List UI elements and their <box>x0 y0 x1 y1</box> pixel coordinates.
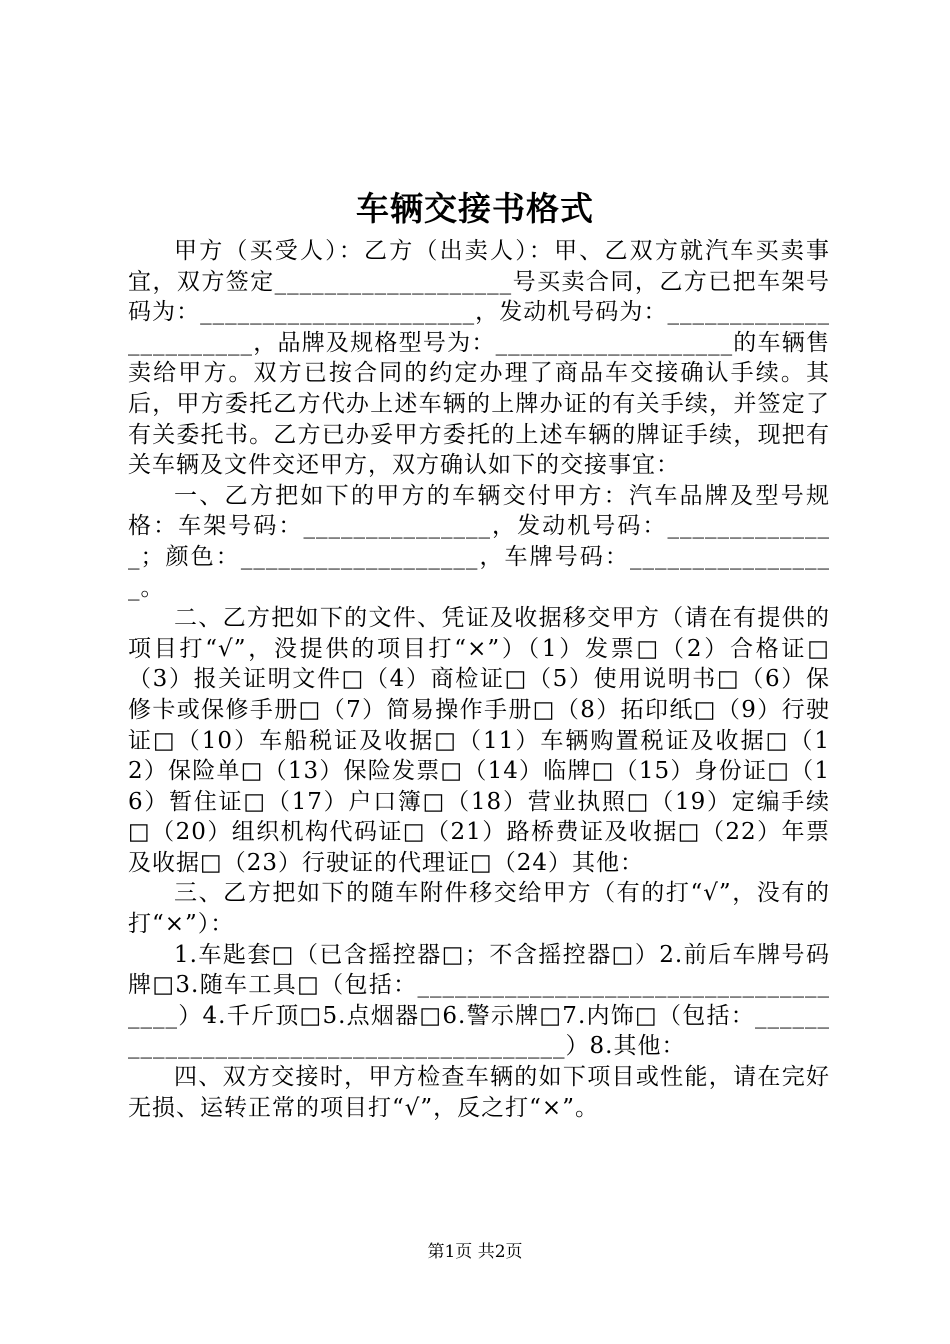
document-title: 车辆交接书格式 <box>356 189 594 228</box>
document-body <box>128 236 830 1123</box>
paragraph-section-2: 二、乙方把如下的文件、凭证及收据移交甲方（请在有提供的项目打“√”，没提供的项目打“×”）（1）发票□（2）合格证□（3）报关证明文件□（4）商检证□（5）使用说明书□（6）保修卡或保修手册□（7）简易操作手册□（8）拓印纸□（9）行驶证□（10）车船税证及收据□（11）车辆购置税证及收据□（12）保险单□（13）保险发票□（14）临牌□（15）身份证□（16）暂住证□（17）户口簿□（18）营业执照□（19）定编手续□（20）组织机构代码证□（21）路桥费证及收据□（22）年票及收据□（23）行驶证的代理证□（24）其他： <box>128 605 830 876</box>
page-footer: 第1页 共2页 <box>427 1242 523 1262</box>
paragraph-section-3: 三、乙方把如下的随车附件移交给甲方（有的打“√”，没有的打“×”）： <box>128 880 830 938</box>
paragraph-section-4: 四、双方交接时，甲方检查车辆的如下项目或性能，请在完好无损、运转正常的项目打“√”，反之打“×”。 <box>128 1064 830 1121</box>
paragraph-section-1: 一、乙方把如下的甲方的车辆交付甲方：汽车品牌及型号规格：车架号码：_______________，发动机号码：______________；颜色：___________________，车牌号码：_________________。 <box>128 482 830 601</box>
paragraph-intro: 甲方（买受人）：乙方（出卖人）：甲、乙双方就汽车买卖事宜，双方签定___________________号买卖合同，乙方已把车架号码为：______________________，发动机号码为：_______________________，品牌及规格型号为：___________________的车辆售卖给甲方。双方已按合同的约定办理了商品车交接确认手续。其后，甲方委托乙方代办上述车辆的上牌办证的有关手续，并签定了有关委托书。乙方已办妥甲方委托的上述车辆的牌证手续，现把有关车辆及文件交还甲方，双方确认如下的交接事宜： <box>128 238 830 479</box>
paragraph-section-3-items: 1.车匙套□（已含摇控器□；不含摇控器□）2.前后车牌号码牌□3.随车工具□（包括：_____________________________________）4.千斤顶□5.点烟器□6.警示牌□7.内饰□（包括：_________________________________________）8.其他： <box>128 941 830 1060</box>
